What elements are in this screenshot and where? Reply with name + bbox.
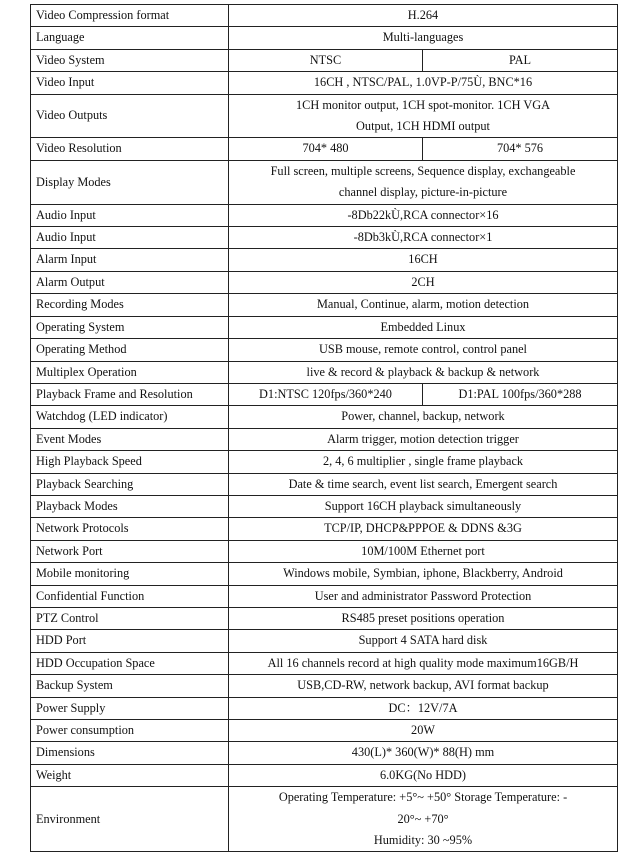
table-row — [31, 675, 618, 697]
spec-value-line: Operating Temperature: +5°~ +50° Storage Temperature: - — [278, 790, 568, 805]
spec-label: Playback Searching — [31, 473, 229, 495]
table-row — [31, 630, 618, 652]
table-row — [31, 473, 618, 495]
spec-label: HDD Port — [31, 630, 229, 652]
spec-label: Multiplex Operation — [31, 361, 229, 383]
spec-label: Mobile monitoring — [31, 563, 229, 585]
spec-label: Video Compression format — [31, 5, 229, 27]
spec-value: -8Db22kÙ,RCA connector×16 — [229, 204, 618, 226]
spec-value-line: Full screen, multiple screens, Sequence display, exchangeable — [270, 163, 576, 178]
spec-value-left: 704* 480 — [229, 138, 423, 160]
spec-value: Embedded Linux — [229, 316, 618, 338]
spec-value: Alarm trigger, motion detection trigger — [229, 428, 618, 450]
spec-label: Recording Modes — [31, 294, 229, 316]
spec-label: Event Modes — [31, 428, 229, 450]
spec-value-line: 20°~ +70° — [397, 811, 449, 826]
spec-label: Dimensions — [31, 742, 229, 764]
spec-value-left: NTSC — [229, 49, 423, 71]
spec-value — [229, 94, 618, 138]
spec-label: Operating Method — [31, 339, 229, 361]
spec-value — [229, 787, 618, 852]
spec-value: 2, 4, 6 multiplier , single frame playback — [229, 451, 618, 473]
spec-value-line: Humidity: 30 ~95% — [373, 833, 473, 848]
table-row — [31, 518, 618, 540]
spec-value: 6.0KG(No HDD) — [229, 764, 618, 786]
spec-value: 430(L)* 360(W)* 88(H) mm — [229, 742, 618, 764]
spec-value: TCP/IP, DHCP&PPPOE & DDNS &3G — [229, 518, 618, 540]
table-row — [31, 27, 618, 49]
table-row — [31, 294, 618, 316]
table-row — [31, 72, 618, 94]
spec-label: Video Outputs — [31, 94, 229, 138]
table-row — [31, 339, 618, 361]
spec-label: Playback Frame and Resolution — [31, 383, 229, 405]
table-row — [31, 227, 618, 249]
table-row — [31, 361, 618, 383]
spec-value: USB mouse, remote control, control panel — [229, 339, 618, 361]
spec-value: live & record & playback & backup & network — [229, 361, 618, 383]
spec-label: Display Modes — [31, 160, 229, 204]
spec-value: 2CH — [229, 271, 618, 293]
spec-value: Manual, Continue, alarm, motion detection — [229, 294, 618, 316]
spec-value — [229, 160, 618, 204]
spec-value: Support 4 SATA hard disk — [229, 630, 618, 652]
spec-label: Playback Modes — [31, 495, 229, 517]
spec-value: DC：12V/7A — [229, 697, 618, 719]
spec-value: RS485 preset positions operation — [229, 607, 618, 629]
spec-value: 20W — [229, 720, 618, 742]
table-row — [31, 451, 618, 473]
table-row — [31, 204, 618, 226]
table-row — [31, 271, 618, 293]
table-row — [31, 585, 618, 607]
spec-label: Environment — [31, 787, 229, 852]
table-row — [31, 160, 618, 204]
table-row — [31, 316, 618, 338]
spec-label: Language — [31, 27, 229, 49]
spec-value-line: channel display, picture-in-picture — [338, 185, 508, 200]
spec-label: Network Protocols — [31, 518, 229, 540]
spec-label: Video Resolution — [31, 138, 229, 160]
spec-value: All 16 channels record at high quality mode maximum16GB/H — [229, 652, 618, 674]
spec-label: PTZ Control — [31, 607, 229, 629]
spec-label: HDD Occupation Space — [31, 652, 229, 674]
table-row — [31, 764, 618, 786]
table-row — [31, 607, 618, 629]
spec-label: Watchdog (LED indicator) — [31, 406, 229, 428]
spec-label: Power Supply — [31, 697, 229, 719]
spec-value: 16CH — [229, 249, 618, 271]
spec-value-right: 704* 576 — [423, 138, 618, 160]
spec-label: Audio Input — [31, 204, 229, 226]
spec-value: Multi-languages — [229, 27, 618, 49]
spec-label: High Playback Speed — [31, 451, 229, 473]
table-row — [31, 5, 618, 27]
spec-value-left: D1:NTSC 120fps/360*240 — [229, 383, 423, 405]
spec-label: Weight — [31, 764, 229, 786]
spec-value-right: PAL — [423, 49, 618, 71]
spec-value: 10M/100M Ethernet port — [229, 540, 618, 562]
table-row — [31, 742, 618, 764]
table-row — [31, 540, 618, 562]
table-row — [31, 720, 618, 742]
spec-value-right: D1:PAL 100fps/360*288 — [423, 383, 618, 405]
table-row — [31, 383, 618, 405]
spec-value: User and administrator Password Protection — [229, 585, 618, 607]
spec-value: Windows mobile, Symbian, iphone, Blackberry, Android — [229, 563, 618, 585]
spec-label: Video System — [31, 49, 229, 71]
table-row — [31, 138, 618, 160]
spec-value: Support 16CH playback simultaneously — [229, 495, 618, 517]
spec-label: Alarm Output — [31, 271, 229, 293]
spec-value: 16CH , NTSC/PAL, 1.0VP-P/75Ù, BNC*16 — [229, 72, 618, 94]
spec-label: Backup System — [31, 675, 229, 697]
table-row — [31, 652, 618, 674]
spec-table — [30, 4, 618, 852]
spec-label: Operating System — [31, 316, 229, 338]
spec-value: -8Db3kÙ,RCA connector×1 — [229, 227, 618, 249]
table-row — [31, 49, 618, 71]
table-row — [31, 495, 618, 517]
table-row — [31, 787, 618, 852]
table-row — [31, 249, 618, 271]
spec-value: USB,CD-RW, network backup, AVI format backup — [229, 675, 618, 697]
spec-label: Power consumption — [31, 720, 229, 742]
spec-label: Video Input — [31, 72, 229, 94]
spec-label: Network Port — [31, 540, 229, 562]
spec-value: H.264 — [229, 5, 618, 27]
spec-value-line: Output, 1CH HDMI output — [356, 119, 490, 134]
table-row — [31, 697, 618, 719]
spec-value-line: 1CH monitor output, 1CH spot-monitor. 1CH VGA — [296, 97, 550, 112]
spec-label: Audio Input — [31, 227, 229, 249]
table-row — [31, 563, 618, 585]
spec-label: Alarm Input — [31, 249, 229, 271]
table-row — [31, 94, 618, 138]
table-row — [31, 428, 618, 450]
table-row — [31, 406, 618, 428]
spec-value: Power, channel, backup, network — [229, 406, 618, 428]
spec-label: Confidential Function — [31, 585, 229, 607]
spec-value: Date & time search, event list search, Emergent search — [229, 473, 618, 495]
